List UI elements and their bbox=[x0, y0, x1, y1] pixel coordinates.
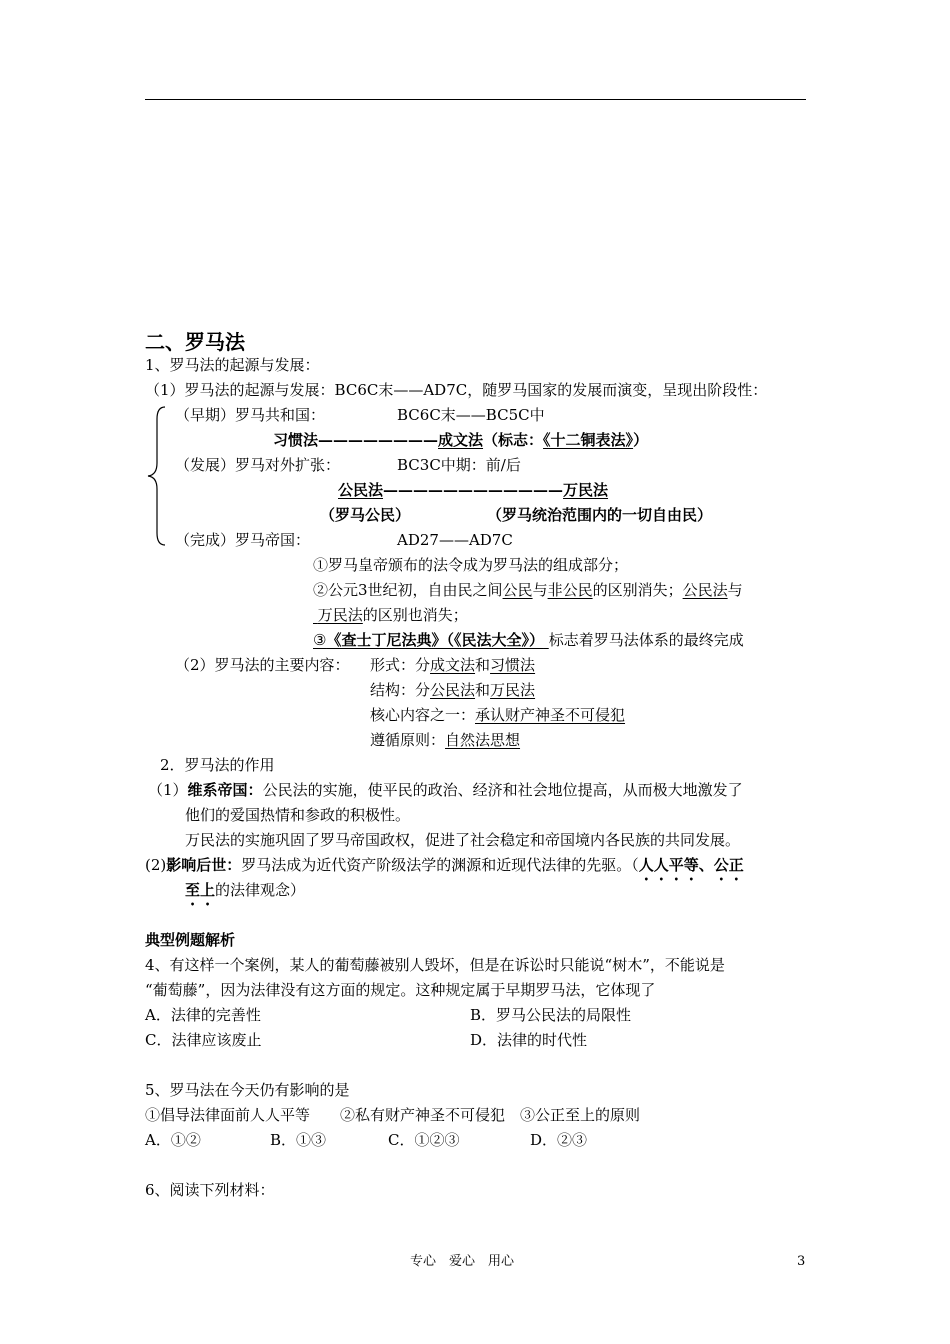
role-p1-bold: 维系帝国： bbox=[187, 781, 263, 799]
early-evolution bbox=[273, 430, 648, 450]
item2-text-c: 与 bbox=[727, 581, 743, 599]
mark-close: ） bbox=[633, 431, 649, 449]
q5-option-d: D．②③ bbox=[530, 1131, 588, 1149]
struct-and: 和 bbox=[475, 681, 491, 699]
q5-line1: 5、罗马法在今天仍有影响的是 bbox=[145, 1081, 350, 1099]
item2-text-d: 的区别也消失； bbox=[362, 606, 468, 624]
footer-motto: 专心 爱心 用心 bbox=[410, 1254, 515, 1269]
role-heading: 2．罗马法的作用 bbox=[160, 756, 275, 774]
page-number: 3 bbox=[797, 1254, 806, 1269]
item2-text-b: 的区别消失； bbox=[592, 581, 683, 599]
role-p2-text: 罗马法成为近代资产阶级法学的渊源和近现代法律的先驱。（ bbox=[241, 856, 639, 874]
struct-a: 公民法 bbox=[430, 681, 476, 699]
left-brace bbox=[145, 405, 167, 547]
gentium-scope: （罗马统治范围内的一切自由民） bbox=[487, 506, 713, 524]
civil-law: 公民法 bbox=[338, 481, 384, 499]
role-p2-bold: 影响后世： bbox=[166, 856, 242, 874]
early-label: （早期）罗马共和国： bbox=[175, 406, 326, 424]
q5-option-b: B．①③ bbox=[270, 1131, 327, 1149]
item2-civil-law: 公民法 bbox=[682, 581, 728, 599]
role-p1-num: （1） bbox=[148, 781, 188, 799]
development-period: BC3C中期：前/后 bbox=[397, 456, 521, 474]
item3-rest: 标志着罗马法体系的最终完成 bbox=[548, 631, 744, 649]
struct-b: 万民法 bbox=[490, 681, 536, 699]
complete-label: （完成）罗马帝国： bbox=[175, 531, 311, 549]
q6-line1: 6、阅读下列材料： bbox=[145, 1181, 275, 1199]
complete-item-2 bbox=[313, 580, 743, 600]
core-label: 核心内容之一： bbox=[370, 706, 476, 724]
q4-line2: “葡萄藤”，因为法律没有这方面的规定。这种规定属于早期罗马法，它体现了 bbox=[145, 981, 656, 999]
item3-underlined bbox=[313, 631, 549, 649]
role-p1 bbox=[148, 780, 743, 800]
content-form bbox=[370, 655, 535, 675]
content-structure bbox=[370, 680, 535, 700]
mark-open: （标志： bbox=[483, 431, 544, 449]
q4-line1: 4、有这样一个案例，某人的葡萄藤被别人毁坏，但是在诉讼时只能说“树木”，不能说是 bbox=[145, 956, 725, 974]
role-p2-emph2: 至上 bbox=[185, 881, 216, 899]
civil-scope: （罗马公民） bbox=[320, 506, 411, 524]
development-label: （发展）罗马对外扩张： bbox=[175, 456, 341, 474]
complete-period: AD27——AD7C bbox=[397, 531, 513, 549]
item2-and: 与 bbox=[532, 581, 548, 599]
written-law: 成文法 bbox=[438, 431, 484, 449]
q5-option-a: A．①② bbox=[145, 1131, 201, 1149]
form-b: 习惯法 bbox=[490, 656, 536, 674]
s1-heading: 1、罗马法的起源与发展： bbox=[145, 356, 320, 374]
q5-option-c: C．①②③ bbox=[388, 1131, 460, 1149]
struct-label: 结构：分 bbox=[370, 681, 431, 699]
role-p1-second: 万民法的实施巩固了罗马帝国政权，促进了社会稳定和帝国境内各民族的共同发展。 bbox=[185, 831, 741, 849]
item2-gentium bbox=[313, 606, 363, 624]
examples-heading: 典型例题解析 bbox=[145, 931, 236, 949]
item2-text-a: ②公元3世纪初，自由民之间 bbox=[313, 581, 503, 599]
content-heading: （2）罗马法的主要内容： bbox=[175, 656, 350, 674]
principle-label: 遵循原则： bbox=[370, 731, 446, 749]
item2-gentium-text: 万民法 bbox=[317, 606, 363, 624]
item2-noncitizen: 非公民 bbox=[547, 581, 593, 599]
role-p1-text: 公民法的实施，使平民的政治、经济和社会地位提高，从而极大地激发了 bbox=[262, 781, 743, 799]
role-p2-end: 的法律观念） bbox=[215, 881, 306, 899]
complete-item-1: ①罗马皇帝颁布的法令成为罗马法的组成部分； bbox=[313, 556, 629, 574]
early-dash: ———————— bbox=[318, 431, 439, 449]
q5-line2: ①倡导法律面前人人平等 ②私有财产神圣不可侵犯 ③公正至上的原则 bbox=[145, 1106, 641, 1124]
role-p2-emph1: 人人平等、公正 bbox=[638, 856, 744, 874]
item3-num: ③ bbox=[313, 631, 327, 649]
gentium-law: 万民法 bbox=[563, 481, 609, 499]
development-evolution bbox=[338, 480, 608, 500]
section-title: 二、罗马法 bbox=[145, 330, 245, 354]
q4-option-b: B．罗马公民法的局限性 bbox=[470, 1006, 632, 1024]
early-period: BC6C末——BC5C中 bbox=[397, 406, 545, 424]
content-core bbox=[370, 705, 625, 725]
twelve-tables: 《十二铜表法》 bbox=[543, 431, 634, 449]
role-p1-cont: 他们的爱国热情和参政的积极性。 bbox=[185, 806, 411, 824]
form-a: 成文法 bbox=[430, 656, 476, 674]
form-label: 形式：分 bbox=[370, 656, 431, 674]
content-principle bbox=[370, 730, 520, 750]
role-p2-cont bbox=[185, 880, 305, 909]
s1-intro: （1）罗马法的起源与发展：BC6C末——AD7C，随罗马国家的发展而演变，呈现出阶段性： bbox=[145, 381, 768, 399]
form-and: 和 bbox=[475, 656, 491, 674]
header-rule bbox=[145, 99, 806, 100]
q4-option-a: A．法律的完善性 bbox=[145, 1006, 261, 1024]
item2-citizen: 公民 bbox=[502, 581, 533, 599]
q4-option-c: C．法律应该废止 bbox=[145, 1031, 262, 1049]
role-p2-num: (2) bbox=[145, 856, 167, 874]
complete-item-3 bbox=[313, 630, 744, 650]
justinian-code: 《查士丁尼法典》（《民法大全》） bbox=[326, 631, 544, 649]
q4-option-d: D．法律的时代性 bbox=[470, 1031, 588, 1049]
complete-item-2-cont bbox=[313, 605, 468, 625]
custom-law: 习惯法 bbox=[273, 431, 319, 449]
development-dash: ———————————— bbox=[383, 481, 564, 499]
core-value: 承认财产神圣不可侵犯 bbox=[475, 706, 626, 724]
principle-value: 自然法思想 bbox=[445, 731, 521, 749]
